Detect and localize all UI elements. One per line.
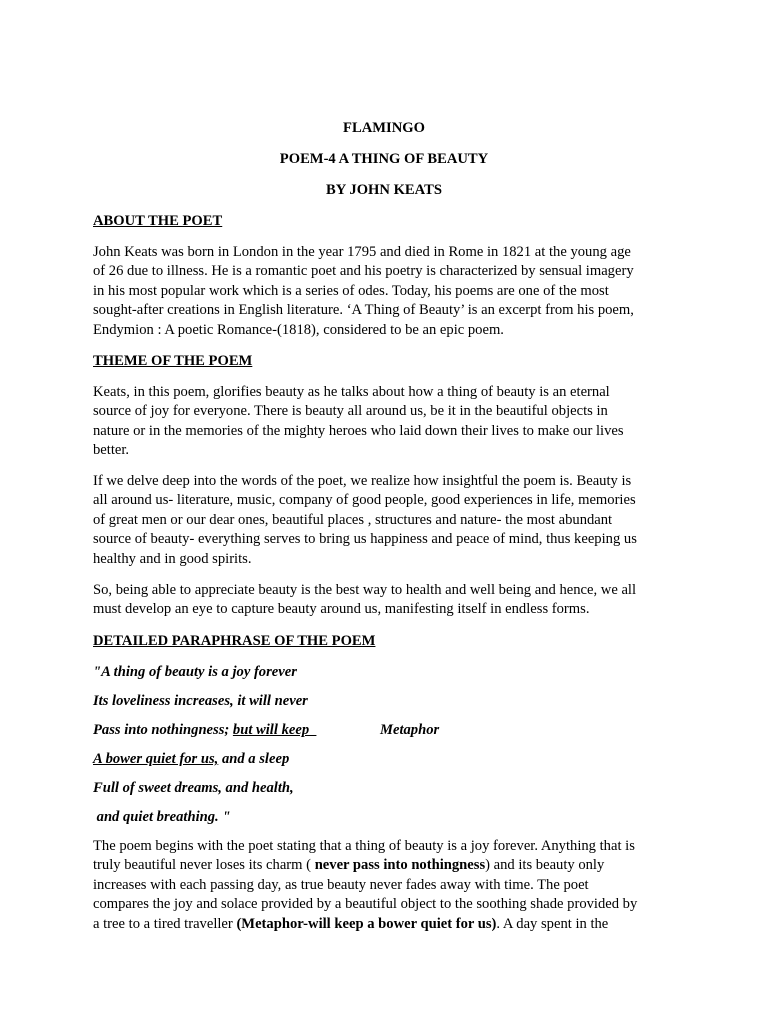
paraphrase-heading: DETAILED PARAPHRASE OF THE POEM	[93, 633, 376, 649]
verse-line-6: and quiet breathing. "	[93, 809, 231, 825]
verse-line-5: Full of sweet dreams, and health,	[93, 780, 294, 796]
body-text: . A day spent in the	[496, 915, 609, 932]
verse-text: and a sleep	[218, 751, 290, 767]
about-heading: ABOUT THE POET	[93, 213, 223, 229]
about-line: in his most popular work which is a series of odes. Today, his poems are one of the most	[93, 282, 609, 299]
body-text: a tree to a tired traveller	[93, 915, 237, 932]
verse-text: Pass into nothingness;	[93, 722, 233, 738]
theme-paragraph-3	[93, 581, 673, 620]
verse-line-1: "A thing of beauty is a joy forever	[93, 664, 297, 680]
theme-line: all around us- literature, music, company of good people, good experiences in life, memories	[93, 492, 636, 509]
about-paragraph	[93, 243, 673, 340]
theme-line: source of joy for everyone. There is beauty all around us, be it in the beautiful objects in	[93, 403, 608, 420]
verse-line-4	[93, 750, 289, 768]
theme-line: If we delve deep into the words of the poet, we realize how insightful the poem is. Beauty is	[93, 473, 632, 489]
body-line: increases with each passing day, as true beauty never fades away with time. The poet	[93, 876, 589, 893]
theme-line: healthy and in good spirits.	[93, 550, 252, 567]
theme-line: Keats, in this poem, glorifies beauty as he talks about how a thing of beauty is an eternal	[93, 384, 610, 400]
theme-heading: THEME OF THE POEM	[93, 353, 253, 369]
theme-line: source of beauty- everything serves to bring us happiness and peace of mind, thus keeping us	[93, 531, 637, 548]
body-text: ) and its beauty only	[485, 857, 605, 874]
paraphrase-body	[93, 837, 673, 934]
about-line: sought-after creations in English literature. ‘A Thing of Beauty’ is an excerpt from his poem,	[93, 302, 634, 319]
about-line: Endymion : A poetic Romance-(1818), considered to be an epic poem.	[93, 321, 504, 338]
verse-underlined-text: but will keep	[232, 722, 317, 738]
theme-line: must develop an eye to capture beauty around us, manifesting itself in endless forms.	[93, 601, 590, 618]
body-bold-text: (Metaphor-will keep a bower quiet for us)	[236, 915, 497, 932]
body-line: compares the joy and solace provided by a beautiful object to the soothing shade provided by	[93, 896, 638, 913]
book-title: FLAMINGO	[343, 120, 425, 136]
theme-line: So, being able to appreciate beauty is the best way to health and well being and hence, we all	[93, 582, 637, 598]
body-text: truly beautiful never loses its charm (	[93, 857, 315, 874]
about-line: of 26 due to illness. He is a romantic poet and his poetry is characterized by sensual imagery	[93, 263, 634, 280]
body-line	[93, 915, 673, 934]
theme-line: nature or in the memories of the mighty heroes who laid down their lives to make our lives	[93, 422, 624, 439]
verse-line-3	[93, 721, 316, 739]
body-bold-text: never pass into nothingness	[314, 857, 486, 874]
theme-paragraph-1	[93, 383, 673, 461]
about-line: John Keats was born in London in the year 1795 and died in Rome in 1821 at the young age	[93, 244, 631, 260]
metaphor-note: Metaphor	[380, 722, 440, 738]
theme-line: of great men or our dear ones, beautiful places , structures and nature- the most abundant	[93, 511, 613, 528]
poem-title: POEM-4 A THING OF BEAUTY	[279, 151, 489, 167]
verse-line-2: Its loveliness increases, it will never	[93, 693, 308, 709]
poem-author: BY JOHN KEATS	[326, 182, 442, 198]
verse-underlined-text: A bower quiet for us,	[93, 751, 219, 767]
body-line	[93, 856, 673, 875]
theme-line: better.	[93, 442, 130, 459]
theme-paragraph-2	[93, 472, 673, 569]
body-line: The poem begins with the poet stating that a thing of beauty is a joy forever. Anything that is	[93, 838, 635, 854]
